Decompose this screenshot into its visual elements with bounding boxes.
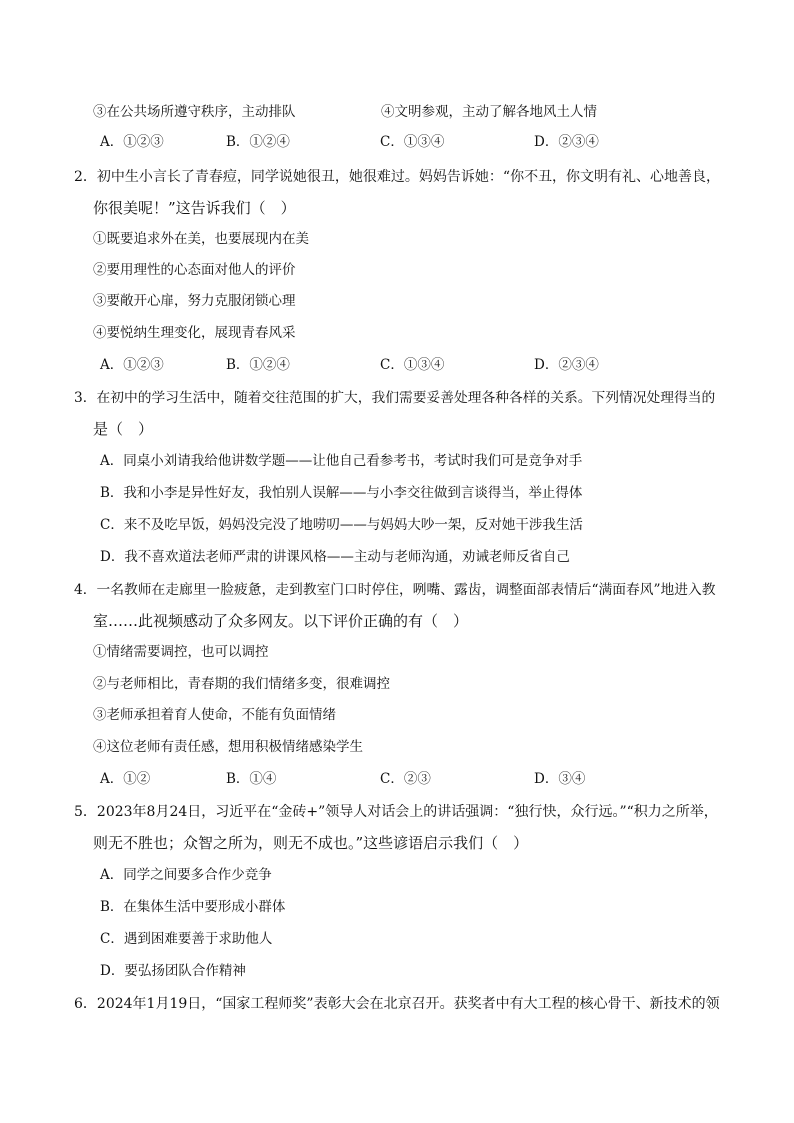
q5-stem-line-2: 则无不胜也；众智之所为，则无不成也。”这些谚语启示我们（ ）: [93, 834, 529, 852]
q2-stem-line-1: 2．初中生小言长了青春痘，同学说她很丑，她很难过。妈妈告诉她：“你不丑，你文明有礼、心地善良，: [74, 169, 721, 185]
q1-choices: [100, 133, 700, 151]
q2-choice-a: A．①②③: [100, 357, 164, 373]
q3-option-d: D．我不喜欢道法老师严肃的讲课风格——主动与老师沟通，劝诫老师反省自己: [100, 549, 570, 565]
q1-statement-4: ④文明参观，主动了解各地风土人情: [381, 104, 597, 120]
q1-choice-d: D．②③④: [534, 134, 599, 150]
q2-choice-b: B．①②④: [226, 357, 290, 373]
q4-choice-c: C．②③: [380, 771, 431, 787]
q4-statement-4: ④这位老师有责任感，想用积极情绪感染学生: [93, 739, 363, 755]
q2-choice-d: D．②③④: [534, 357, 599, 373]
q5-option-c: C．遇到困难要善于求助他人: [100, 931, 273, 947]
q4-stem-line-1: 4．一名教师在走廊里一脸疲惫，走到教室门口时停住，咧嘴、露齿，调整面部表情后“满面春风”地进入教: [74, 582, 716, 598]
q1-choice-c: C．①③④: [380, 134, 445, 150]
q4-choice-d: D．③④: [534, 771, 586, 787]
q3-stem-line-2: 是（ ）: [93, 420, 154, 438]
q2-statement-3: ③要敞开心扉，努力克服闭锁心理: [93, 293, 296, 309]
q2-stem-line-2: 你很美呢！”这告诉我们（ ）: [93, 199, 296, 217]
q2-choices: [100, 356, 700, 374]
q5-option-a: A．同学之间要多合作少竞争: [100, 867, 272, 883]
q2-statement-2: ②要用理性的心态面对他人的评价: [93, 262, 296, 278]
q4-choices: [100, 770, 700, 788]
q2-statement-4: ④要悦纳生理变化，展现青春风采: [93, 325, 296, 341]
q4-choice-b: B．①④: [226, 771, 277, 787]
q4-statement-2: ②与老师相比，青春期的我们情绪多变，很难调控: [93, 676, 390, 692]
q1-choice-a: A．①②③: [100, 134, 164, 150]
q4-stem-line-2: 室……此视频感动了众多网友。以下评价正确的有（ ）: [93, 612, 469, 630]
q2-statement-1: ①既要追求外在美，也要展现内在美: [93, 231, 309, 247]
q4-statement-1: ①情绪需要调控，也可以调控: [93, 644, 269, 660]
q5-stem-line-1: 5．2023年8月24日，习近平在“金砖+”领导人对话会上的讲话强调：“独行快，众行远。”“积力之所举，: [74, 804, 718, 820]
q3-option-c: C．来不及吃早饭，妈妈没完没了地唠叨——与妈妈大吵一架，反对她干涉我生活: [100, 517, 583, 533]
q1-statement-3: ③在公共场所遵守秩序，主动排队: [93, 104, 296, 120]
q1-choice-b: B．①②④: [226, 134, 290, 150]
q5-option-d: D．要弘扬团队合作精神: [100, 963, 246, 979]
q6-stem-line-1: 6．2024年1月19日，“国家工程师奖”表彰大会在北京召开。获奖者中有大工程的核心骨干、新技术的领: [74, 996, 720, 1012]
q2-choice-c: C．①③④: [380, 357, 445, 373]
q3-option-b: B．我和小李是异性好友，我怕别人误解——与小李交往做到言谈得当，举止得体: [100, 485, 583, 501]
q3-stem-line-1: 3．在初中的学习生活中，随着交往范围的扩大，我们需要妥善处理各种各样的关系。下列情况处理得当的: [74, 390, 716, 406]
q3-option-a: A．同桌小刘请我给他讲数学题——让他自己看参考书，考试时我们可是竞争对手: [100, 453, 583, 469]
q4-choice-a: A．①②: [100, 771, 151, 787]
q4-statement-3: ③老师承担着育人使命，不能有负面情绪: [93, 707, 336, 723]
q5-option-b: B．在集体生活中要形成小群体: [100, 899, 286, 915]
